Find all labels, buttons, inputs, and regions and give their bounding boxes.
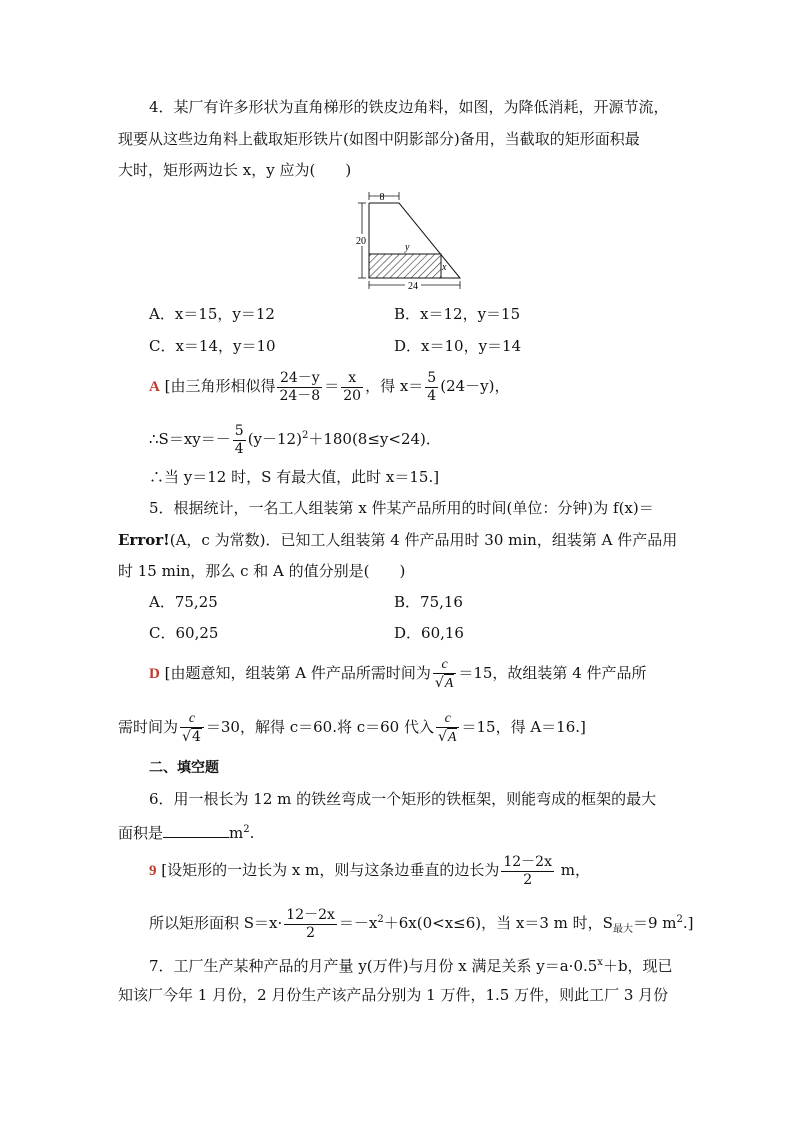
trapezoid-figure	[350, 190, 470, 292]
q4-option-d: D．x＝10，y＝14	[394, 337, 522, 355]
q6-solution-line-2: 所以矩形面积 S＝x· $\frac{12-2x}{2}$ $=-x^2+6x(0<x\le 6)$，当 x＝3 m 时，$S_{最大}=9$ $m^2$.]	[149, 906, 694, 941]
q5-solution-line-1: D [由题意知，组装第 A 件产品所需时间为 $\frac{c}{√A}$ ＝15，故组装第 4 件产品所	[149, 657, 647, 691]
q5-option-d: D．60,16	[394, 624, 464, 642]
figure-bottom-label: 24	[408, 281, 418, 292]
figure-left-label: 20	[356, 236, 366, 247]
q4-line-3: 大时，矩形两边长 x，y 应为( )	[118, 161, 352, 179]
q6-answer-blank	[163, 823, 229, 838]
q4-option-a: A．x＝15，y＝12	[149, 305, 275, 323]
q4-answer: A	[149, 379, 160, 395]
q4-solution-line-2: ∴S＝xy＝－ $\frac{5}{4}$ $(y-12)^2+180(8\le y<24)$．	[149, 422, 441, 457]
q6-answer: 9	[149, 863, 157, 879]
q4-solution-line-3: ∴当 y＝12 时，S 有最大值，此时 x＝15.]	[149, 468, 440, 486]
q6-line-2: 面积是 $m^2$.	[118, 824, 255, 842]
q4-option-b: B．x＝12，y＝15	[394, 305, 521, 323]
q6-solution-line-1: 9 [设矩形的一边长为 x m，则与这条边垂直的边长为 $\frac{12-2x}{2}$ m，	[149, 853, 590, 888]
q5-option-a: A．75,25	[149, 593, 218, 611]
figure-top-label: 8	[379, 192, 385, 203]
q5-line-1: 5．根据统计，一名工人组装第 x 件某产品所用的时间(单位：分钟)为 f(x)＝	[149, 499, 654, 517]
q5-option-c: C．60,25	[149, 624, 219, 642]
q4-solution-line-1: A [由三角形相似得 $\frac{24-y}{24-8}$ ＝ $\frac{x}{20}$ ，得 x＝ $\frac{5}{4}$ (24－y)，	[149, 369, 510, 404]
q7-line-2: 知该厂今年 1 月份，2 月份生产该产品分别为 1 万件，1.5 万件，则此工厂 3 月份	[118, 986, 669, 1004]
q5-line-2: Error!(A，c 为常数)．已知工人组装第 4 件产品用时 30 min，组装第 A 件产品用	[118, 531, 678, 549]
q6-line-1: 6．用一根长为 12 m 的铁丝弯成一个矩形的铁框架，则能弯成的框架的最大	[149, 790, 657, 808]
q5-option-b: B．75,16	[394, 593, 463, 611]
q4-line-1: 4．某厂有许多形状为直角梯形的铁皮边角料，如图，为降低消耗，开源节流，	[149, 98, 669, 116]
figure-y-label: y	[405, 242, 410, 253]
q5-answer: D	[149, 666, 160, 682]
q5-line-3: 时 15 min，那么 c 和 A 的值分别是( )	[118, 562, 406, 580]
figure-x-label: x	[442, 262, 447, 273]
section-heading-fill-in: 二、填空题	[149, 760, 219, 776]
q4-option-c: C．x＝14，y＝10	[149, 337, 276, 355]
shaded-rectangle	[369, 254, 441, 278]
q7-line-1: 7．工厂生产某种产品的月产量 y(万件)与月份 x 满足关系 $y=a\cdot 0.5^x+b$，现已	[149, 957, 673, 975]
q5-solution-line-2: 需时间为 $\frac{c}{√4}$ ＝30，解得 c＝60.将 c＝60 代入 $\frac{c}{√A}$ ＝15，得 A＝16.]	[118, 711, 586, 745]
q4-line-2: 现要从这些边角料上截取矩形铁片(如图中阴影部分)备用，当截取的矩形面积最	[118, 130, 640, 148]
